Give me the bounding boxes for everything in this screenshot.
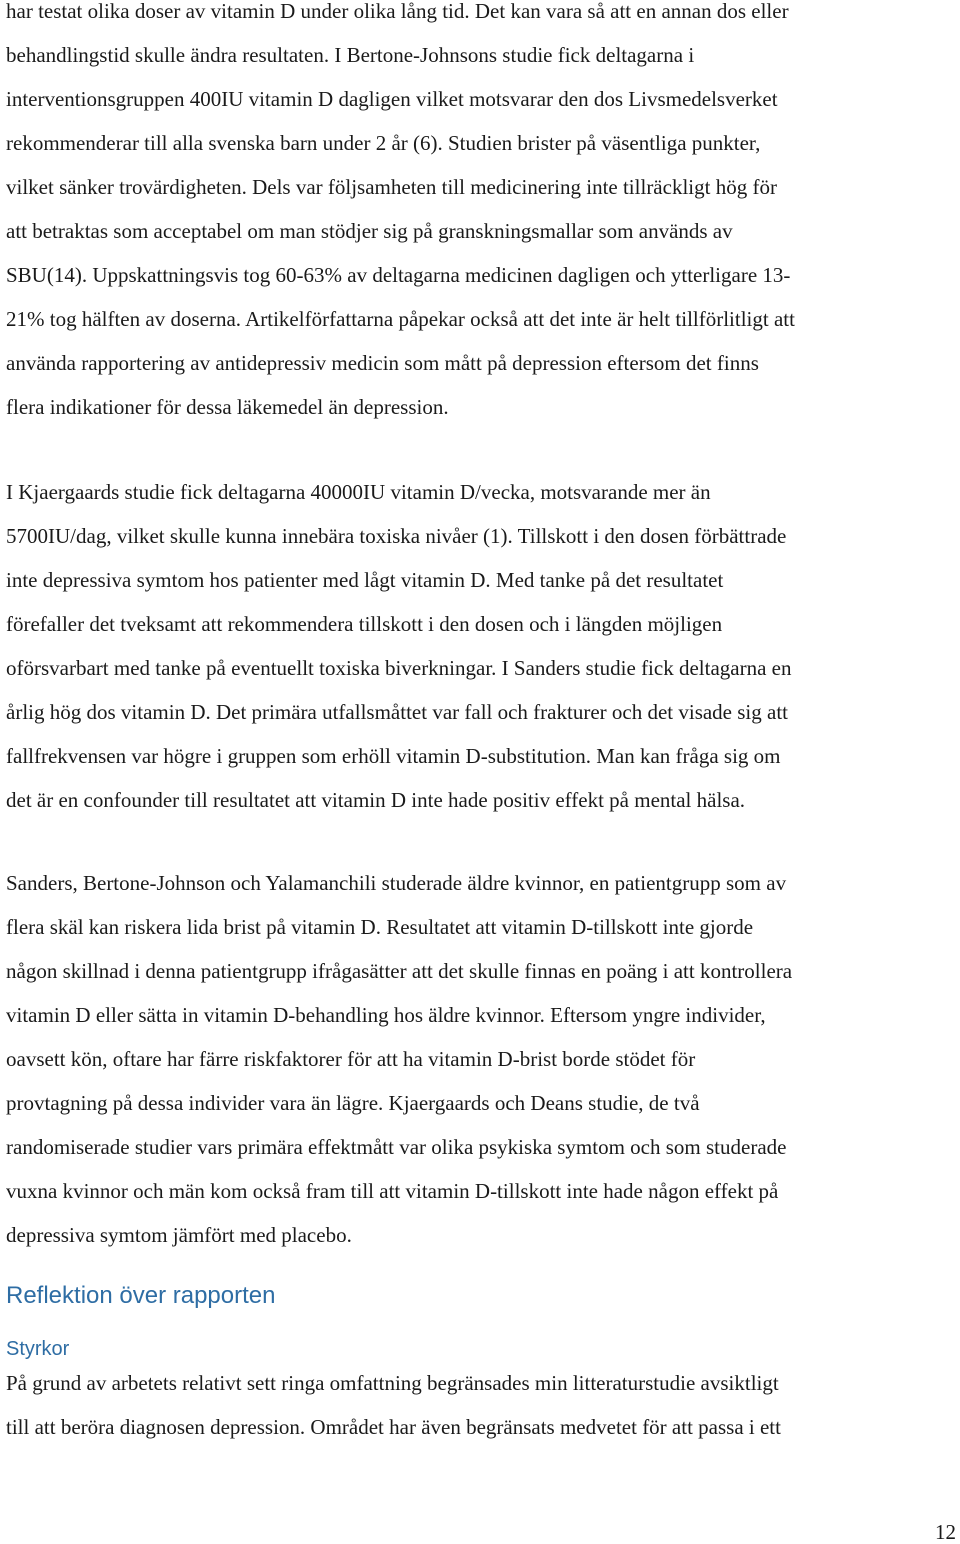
text-line: det är en confounder till resultatet att vitamin D inte hade positiv effekt på mental hälsa. [6,788,746,812]
text-line: flera skäl kan riskera lida brist på vitamin D. Resultatet att vitamin D-tillskott inte gjorde [6,915,754,939]
text-line: har testat olika doser av vitamin D under olika lång tid. Det kan vara så att en annan dos eller [6,0,789,23]
text-line: vuxna kvinnor och män kom också fram till att vitamin D-tillskott inte hade någon effekt på [6,1179,779,1203]
text-line: Sanders, Bertone-Johnson och Yalamanchili studerade äldre kvinnor, en patientgrupp som av [6,871,787,895]
text-line: fallfrekvensen var högre i gruppen som erhöll vitamin D-substitution. Man kan fråga sig om [6,744,781,768]
page-number: 12 [935,1520,956,1544]
text-line: På grund av arbetets relativt sett ringa omfattning begränsades min litteraturstudie avsiktligt [6,1371,779,1395]
text-line: förefaller det tveksamt att rekommendera tillskott i den dosen och i längden möjligen [6,612,723,636]
subsection-heading: Styrkor [6,1338,70,1360]
text-line: vilket sänker trovärdigheten. Dels var följsamheten till medicinering inte tillräckligt hög för [6,175,777,199]
text-line: till att beröra diagnosen depression. Området har även begränsats medvetet för att passa i ett [6,1415,781,1439]
text-line: använda rapportering av antidepressiv medicin som mått på depression eftersom det finns [6,351,759,375]
section-heading: Reflektion över rapporten [6,1282,276,1309]
text-line: inte depressiva symtom hos patienter med lågt vitamin D. Med tanke på det resultatet [6,568,724,592]
text-line: oavsett kön, oftare har färre riskfaktorer för att ha vitamin D-brist borde stödet för [6,1047,696,1071]
text-line: oförsvarbart med tanke på eventuellt toxiska biverkningar. I Sanders studie fick deltagarna en [6,656,792,680]
text-line: 21% tog hälften av doserna. Artikelförfattarna påpekar också att det inte är helt tillförlitligt att [6,307,795,331]
body-paragraph [6,0,795,429]
text-line: någon skillnad i denna patientgrupp ifrågasätter att det skulle finnas en poäng i att kontrollera [6,959,793,983]
text-line: vitamin D eller sätta in vitamin D-behandling hos äldre kvinnor. Eftersom yngre individer, [6,1003,766,1027]
text-line: behandlingstid skulle ändra resultaten. I Bertone-Johnsons studie fick deltagarna i [6,43,695,67]
body-paragraph [6,1361,781,1449]
text-line: rekommenderar till alla svenska barn under 2 år (6). Studien brister på väsentliga punkter, [6,131,761,155]
text-line: interventionsgruppen 400IU vitamin D dagligen vilket motsvarar den dos Livsmedelsverket [6,87,778,111]
text-line: årlig hög dos vitamin D. Det primära utfallsmåttet var fall och frakturer och det visade sig att [6,700,789,724]
body-paragraph [6,470,791,822]
text-line: I Kjaergaards studie fick deltagarna 40000IU vitamin D/vecka, motsvarande mer än [6,480,711,504]
text-line: flera indikationer för dessa läkemedel än depression. [6,395,449,419]
text-line: randomiserade studier vars primära effektmått var olika psykiska symtom och som studerade [6,1135,787,1159]
text-line: SBU(14). Uppskattningsvis tog 60-63% av deltagarna medicinen dagligen och ytterligare 13- [6,263,791,287]
text-line: att betraktas som acceptabel om man stödjer sig på granskningsmallar som används av [6,219,733,243]
text-line: 5700IU/dag, vilket skulle kunna innebära toxiska nivåer (1). Tillskott i den dosen förbättrade [6,524,787,548]
text-line: provtagning på dessa individer vara än lägre. Kjaergaards och Deans studie, de två [6,1091,700,1115]
text-line: depressiva symtom jämfört med placebo. [6,1223,352,1247]
body-paragraph [6,861,792,1257]
